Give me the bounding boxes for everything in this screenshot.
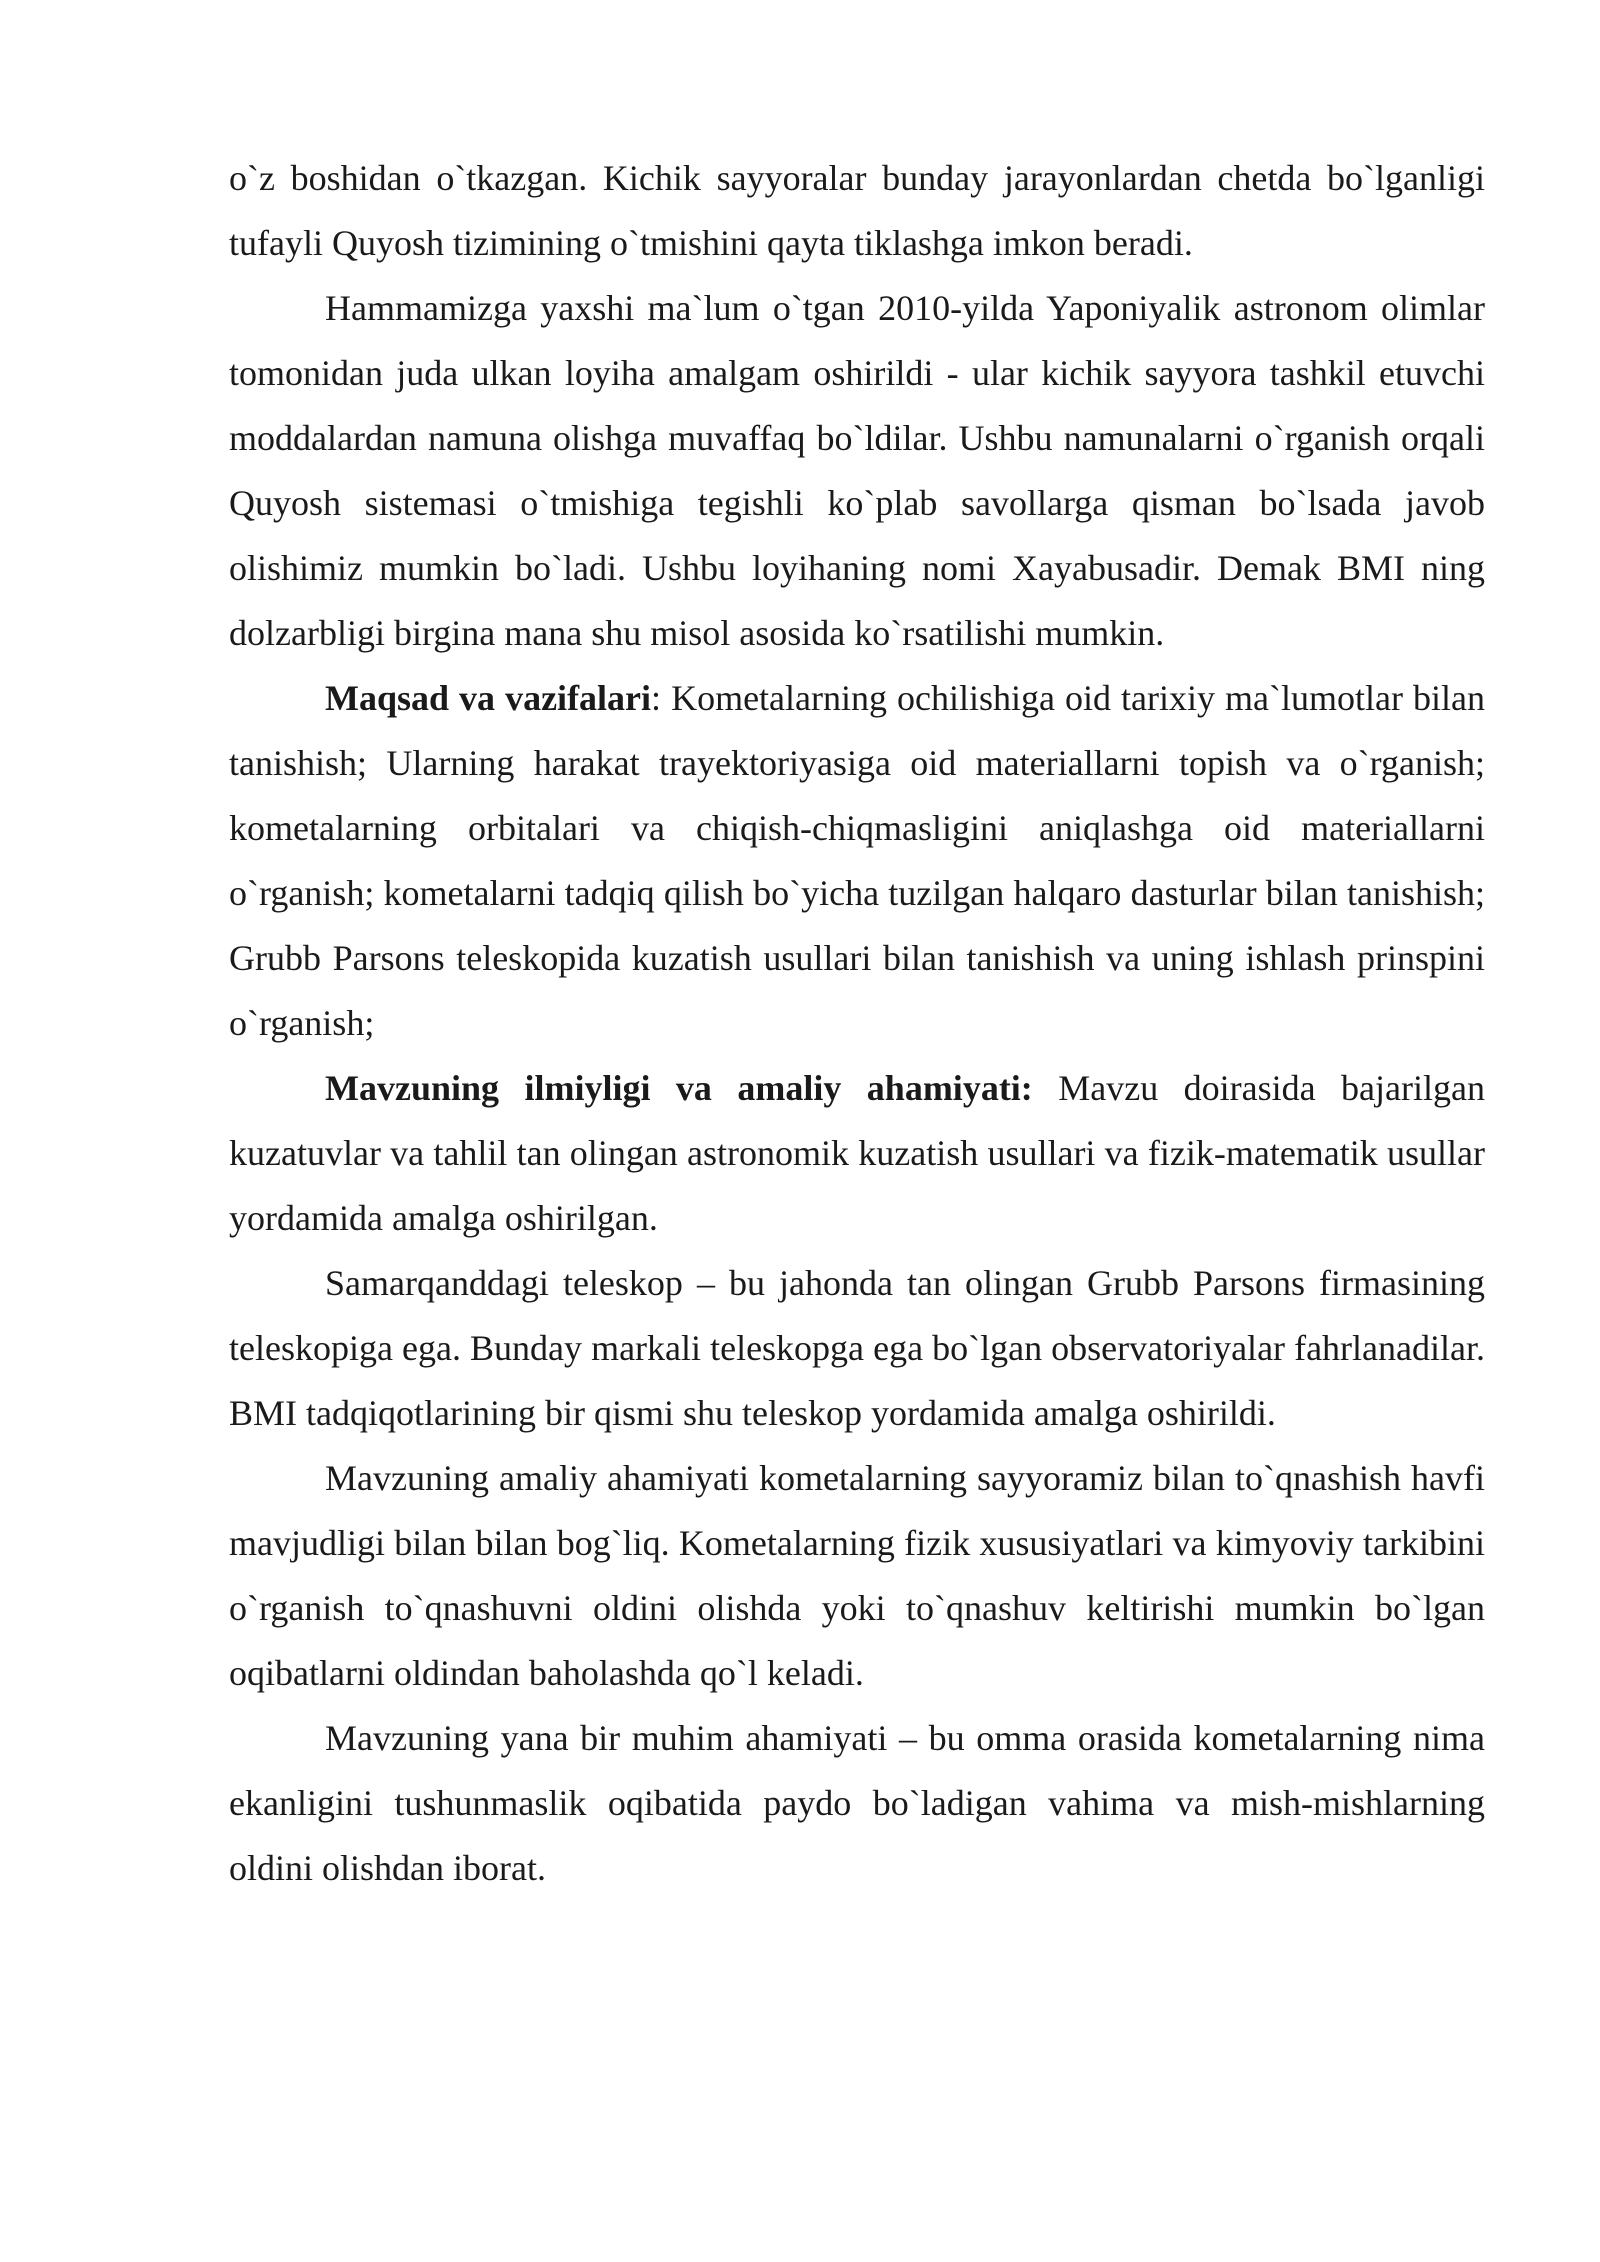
paragraph-text: o`z boshidan o`tkazgan. Kichik sayyoralar bunday jarayonlardan chetda bo`lganligi tufayli Quyosh tizimining o`tmishini qayta tiklashga imkon beradi. bbox=[229, 158, 1485, 263]
document-body bbox=[229, 146, 1485, 1901]
paragraph-goals-and-tasks bbox=[229, 666, 1485, 1056]
paragraph-practical-significance bbox=[229, 1446, 1485, 1706]
paragraph-text: Hammamizga yaxshi ma`lum o`tgan 2010-yilda Yaponiyalik astronom olimlar tomonidan juda ulkan loyiha amalgam oshirildi - ular kichik sayyora tashkil etuvchi moddalardan namuna olishga muvaffaq bo`ldilar. Ushbu namunalarni o`rganish orqali Quyosh sistemasi o`tmishiga tegishli ko`plab savollarga qisman bo`lsada javob olishimiz mumkin bo`ladi. Ushbu loyihaning nomi Xayabusadir. Demak BMI ning dolzarbligi birgina mana shu misol asosida ko`rsatilishi mumkin. bbox=[229, 288, 1485, 653]
paragraph-text: Mavzu doirasida bajarilgan kuzatuvlar va tahlil tan olingan astronomik kuzatish usullari va fizik-matematik usullar yordamida amalga oshirilgan. bbox=[229, 1068, 1485, 1238]
paragraph-heading: Mavzuning ilmiyligi va amaliy ahamiyati: bbox=[325, 1068, 1033, 1108]
paragraph-text: : Kometalarning ochilishiga oid tarixiy ma`lumotlar bilan tanishish; Ularning harakat trayektoriyasiga oid materiallarni topish va o`rganish; kometalarning orbitalari va chiqish-chiqmasligini aniqlashga oid materiallarni o`rganish; kometalarni tadqiq qilish bo`yicha tuzilgan halqaro dasturlar bilan tanishish; Grubb Parsons teleskopida kuzatish usullari bilan tanishish va uning ishlash prinspini o`rganish; bbox=[229, 678, 1486, 1043]
paragraph-public-importance bbox=[229, 1706, 1485, 1901]
paragraph-scientific-significance bbox=[229, 1056, 1485, 1251]
paragraph-heading: Maqsad va vazifalari bbox=[325, 678, 652, 718]
paragraph-text: Samarqanddagi teleskop – bu jahonda tan olingan Grubb Parsons firmasining teleskopiga ega. Bunday markali teleskopga ega bo`lgan observatoriyalar fahrlanadilar. BMI tadqiqotlarining bir qismi shu teleskop yordamida amalga oshirildi. bbox=[229, 1263, 1485, 1433]
paragraph-hayabusa-project bbox=[229, 276, 1485, 666]
paragraph-text: Mavzuning amaliy ahamiyati kometalarning sayyoramiz bilan to`qnashish havfi mavjudligi bilan bilan bog`liq. Kometalarning fizik xususiyatlari va kimyoviy tarkibini o`rganish to`qnashuvni oldini olishda yoki to`qnashuv keltirishi mumkin bo`lgan oqibatlarni oldindan baholashda qo`l keladi. bbox=[229, 1458, 1485, 1693]
paragraph-samarkand-telescope bbox=[229, 1251, 1485, 1446]
paragraph-text: Mavzuning yana bir muhim ahamiyati – bu omma orasida kometalarning nima ekanligini tushunmaslik oqibatida paydo bo`ladigan vahima va mish-mishlarning oldini olishdan iborat. bbox=[229, 1718, 1485, 1888]
paragraph-continuation bbox=[229, 146, 1485, 276]
